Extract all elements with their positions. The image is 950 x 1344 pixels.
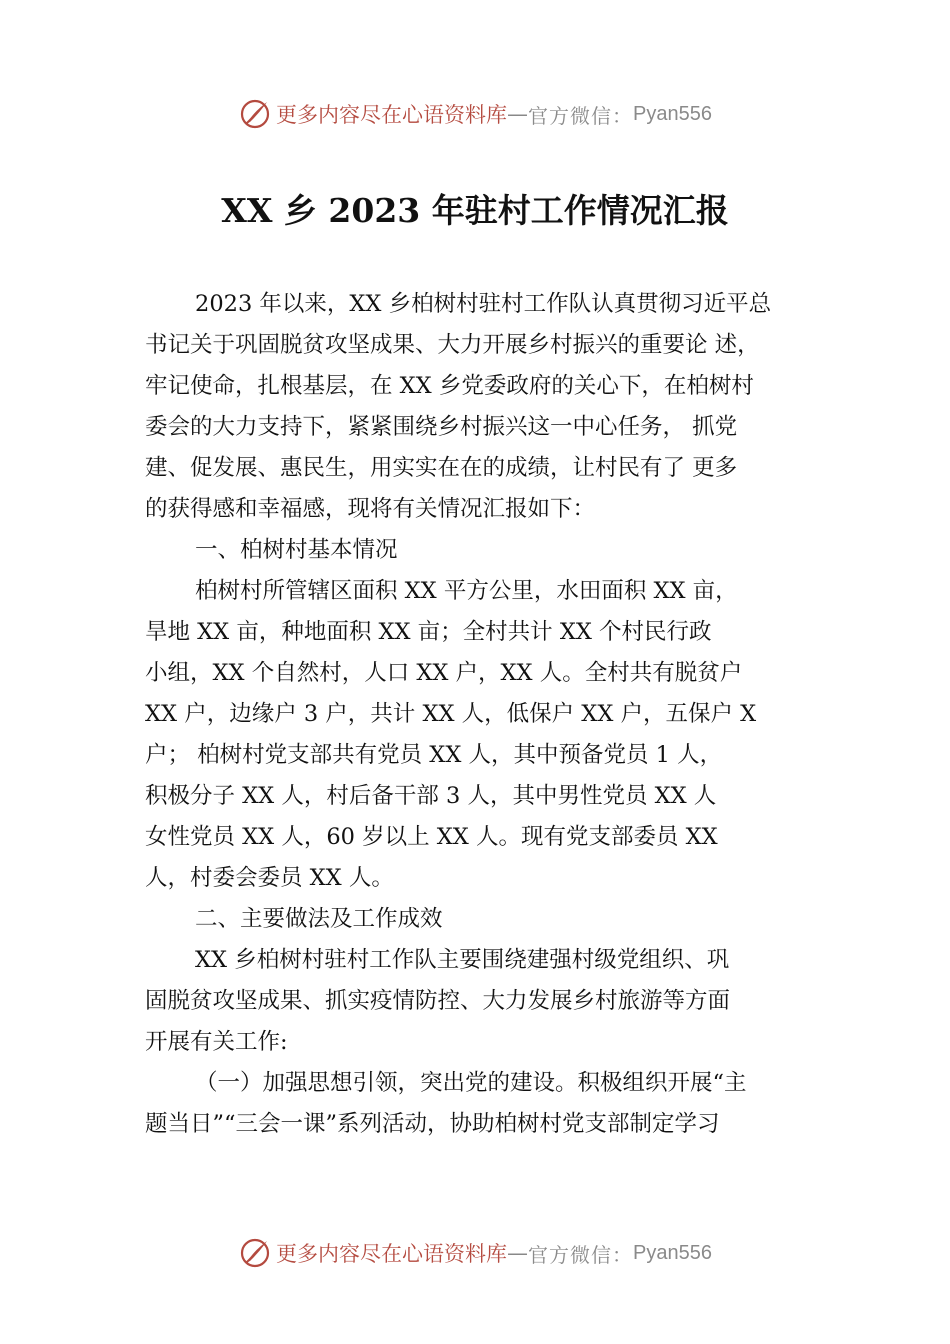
watermark-text: 更多内容尽在心语资料库 [276,1242,508,1266]
paragraph-line: 小组，XX 个自然村，人口 XX 户，XX 人。全村共有脱贫户 [145,660,743,686]
paragraph-line: 户； 柏树村党支部共有党员 XX 人，其中预备党员 1 人， [145,742,723,768]
paragraph-line: 柏树村所管辖区面积 XX 平方公里，水田面积 XX 亩， [195,578,738,604]
paragraph-line: 开展有关工作: [145,1029,288,1055]
watermark-wechat-id: Pyan556 [633,102,712,125]
paragraph-line: 的获得感和幸福感，现将有关情况汇报如下： [145,496,596,522]
paragraph-line: 牢记使命，扎根基层，在 XX 乡党委政府的关心下，在柏树村 [145,373,754,399]
feather-pen-icon [238,97,272,131]
watermark-footer [0,1233,950,1273]
paragraph-line: 建、促发展、惠民生，用实实在在的成绩，让村民有了 更多 [145,455,738,481]
section-heading: 二、主要做法及工作成效 [195,906,443,932]
watermark-text: 更多内容尽在心语资料库 [276,103,508,127]
document-body [145,284,840,1145]
feather-pen-icon [238,1236,272,1270]
paragraph-line: 女性党员 XX 人，60 岁以上 XX 人。现有党支部委员 XX [145,824,718,850]
paragraph-line: 旱地 XX 亩，种地面积 XX 亩；全村共计 XX 个村民行政 [145,619,712,645]
paragraph-line: XX 乡柏树村驻村工作队主要围绕建强村级党组织、巩 [195,947,730,973]
paragraph-line: 2023 年以来，XX 乡柏树村驻村工作队认真贯彻习近平总 [195,291,772,317]
paragraph-line: 固脱贫攻坚成果、抓实疫情防控、大力发展乡村旅游等方面 [145,988,731,1014]
paragraph-line: XX 户，边缘户 3 户，共计 XX 人，低保户 XX 户，五保户 X [145,701,757,727]
watermark-label: 官方微信： [528,1242,634,1267]
watermark-dash: — [507,1241,529,1265]
watermark-dash: — [507,102,529,126]
subsection-heading: （一）加强思想引领，突出党的建设。积极组织开展“主 [195,1070,747,1096]
paragraph-line: 积极分子 XX 人，村后备干部 3 人，其中男性党员 XX 人 [145,783,717,809]
watermark-header [0,94,950,134]
paragraph-line: 书记关于巩固脱贫攻坚成果、大力开展乡村振兴的重要论 述， [145,332,760,358]
paragraph-line: 委会的大力支持下，紧紧围绕乡村振兴这一中心任务， 抓党 [145,414,738,440]
watermark-wechat-id: Pyan556 [633,1241,712,1264]
section-heading: 一、柏树村基本情况 [195,537,398,563]
paragraph-line: 题当日”“三会一课”系列活动，协助柏树村党支部制定学习 [145,1111,720,1137]
paragraph-line: 人，村委会委员 XX 人。 [145,865,394,891]
document-title: XX 乡 2023 年驻村工作情况汇报 [221,191,729,230]
watermark-label: 官方微信： [528,103,634,128]
